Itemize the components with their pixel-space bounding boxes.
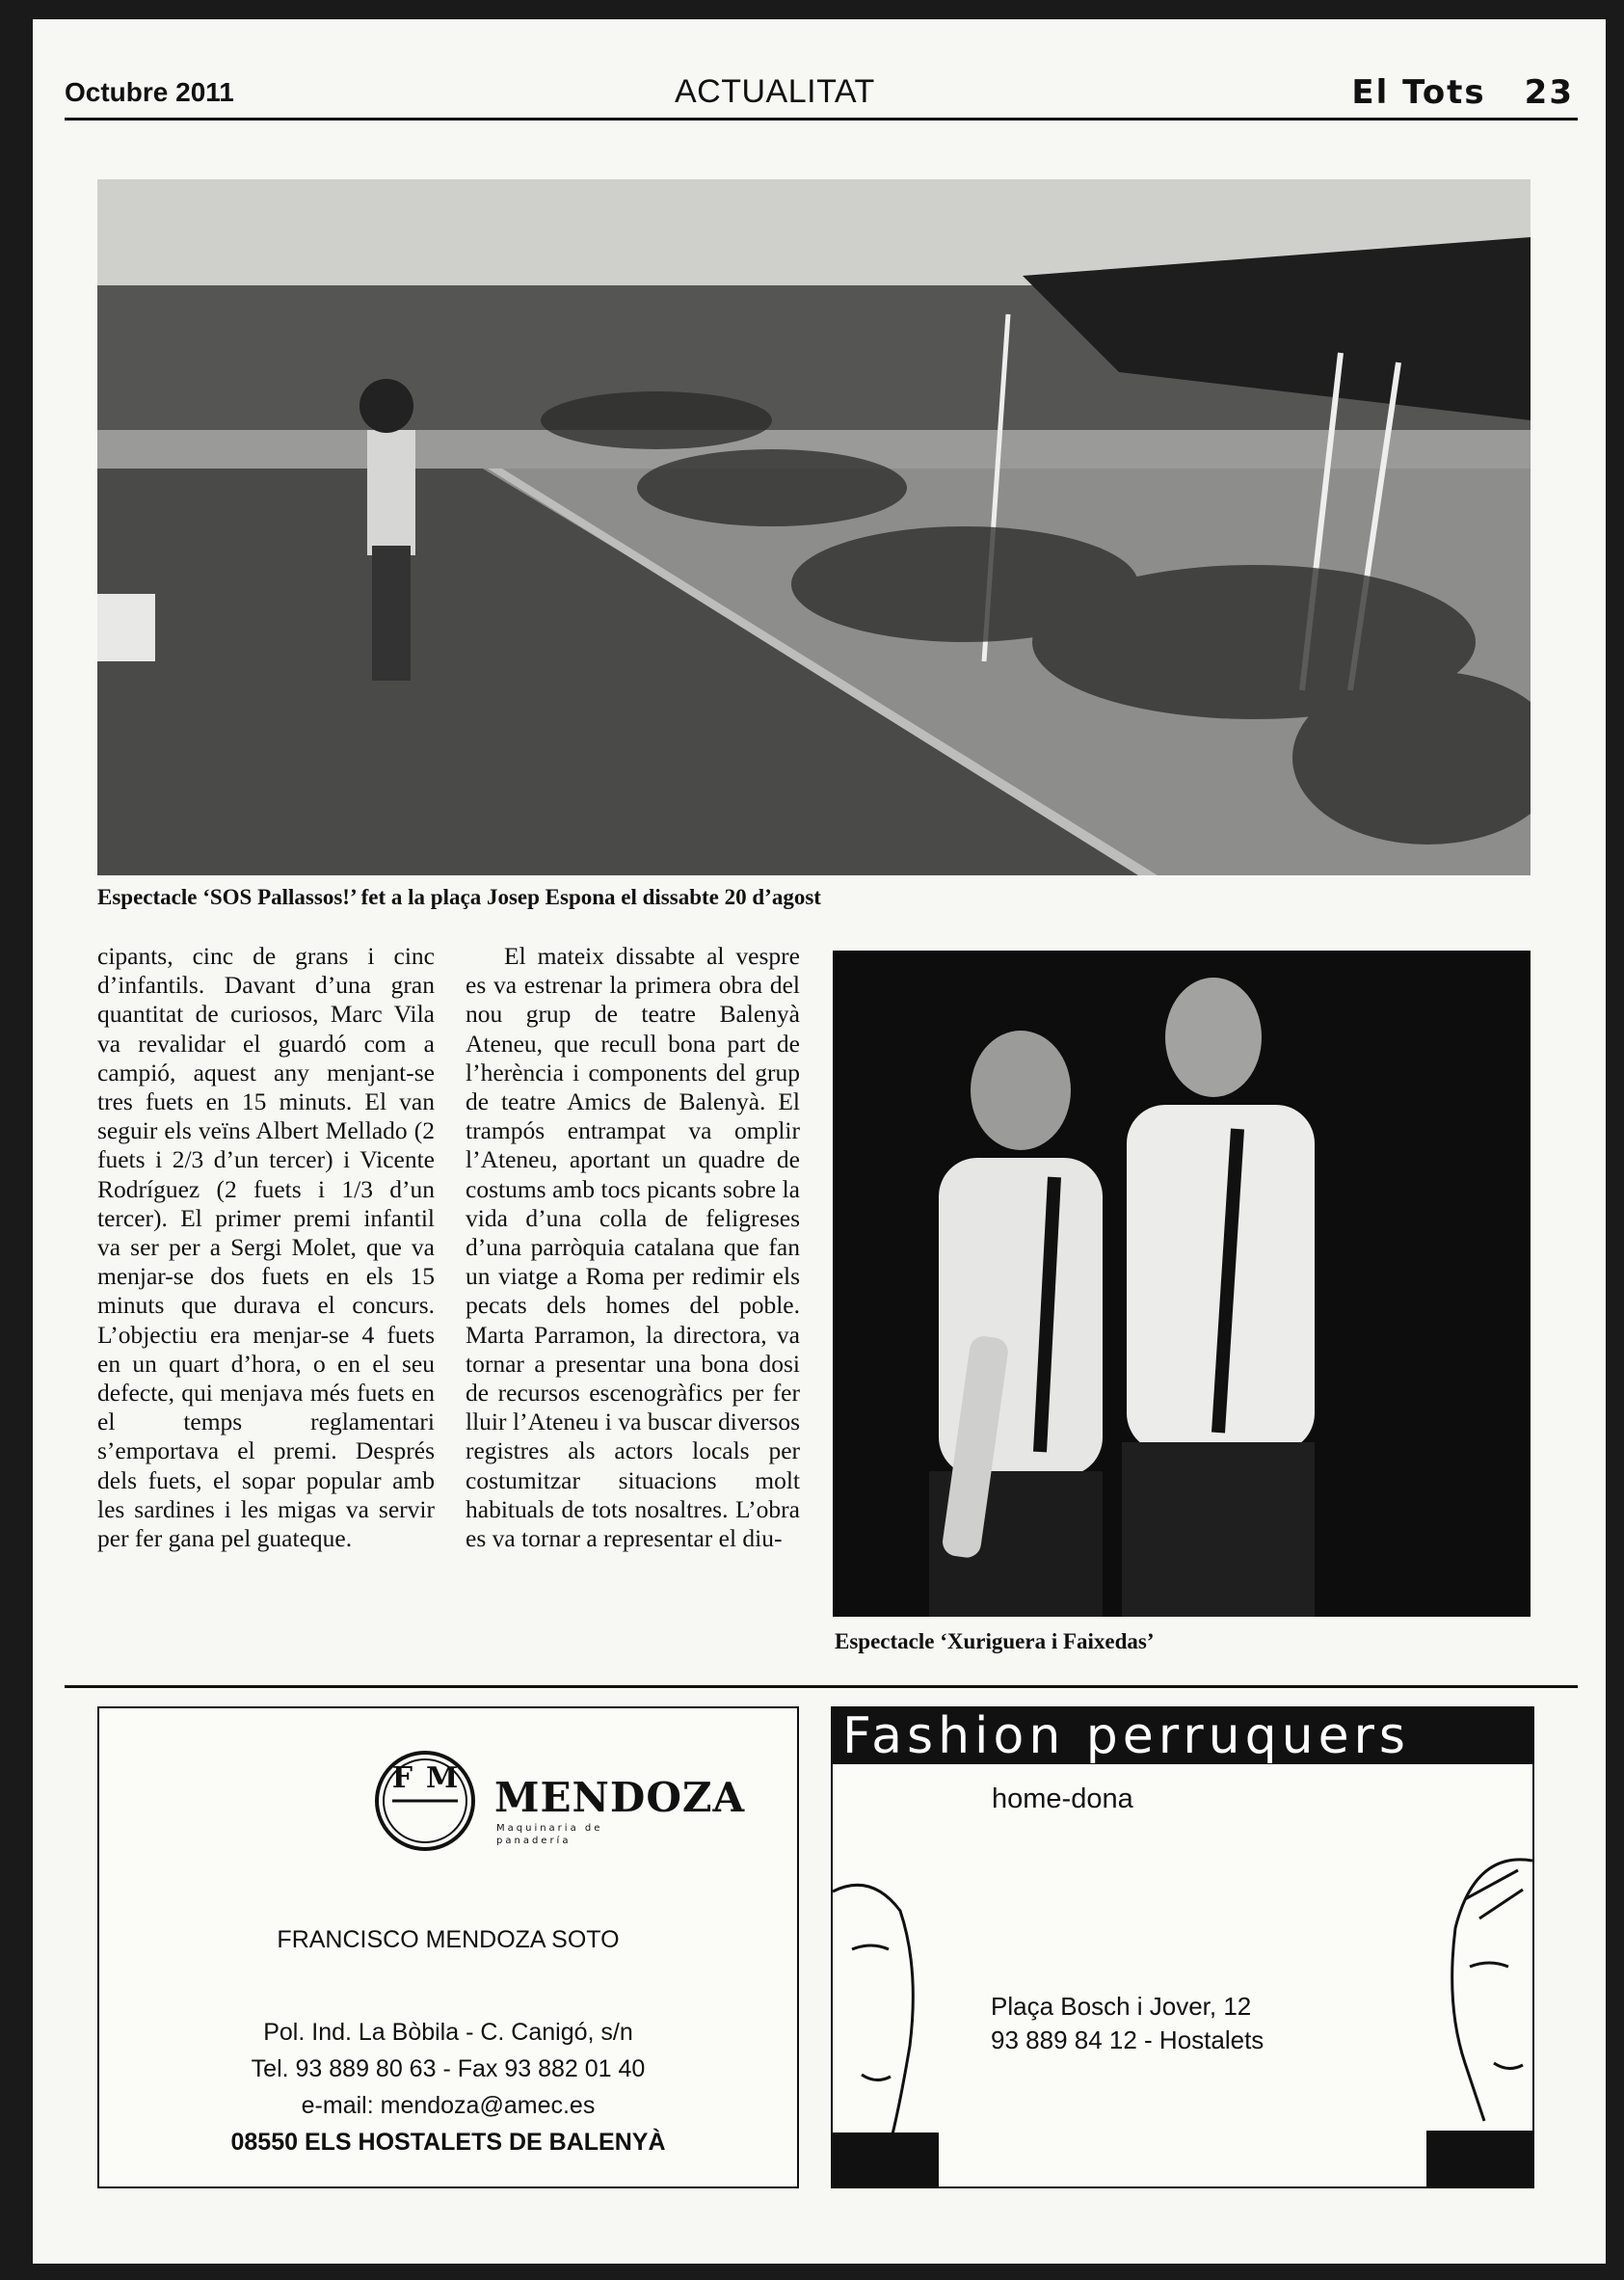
theatre-photo-caption: Espectacle ‘Xuriguera i Faixedas’ [835, 1629, 1155, 1653]
mendoza-email: e-mail: mendoza@amec.es [301, 2092, 596, 2119]
issue-date: Octubre 2011 [65, 77, 234, 107]
face-right-illustration-icon [1426, 1841, 1532, 2186]
header-rule [65, 118, 1578, 121]
publication-name: El Tots [1351, 73, 1486, 112]
fashion-phone: 93 889 84 12 - Hostalets [991, 2025, 1265, 2054]
theatre-photo [833, 951, 1531, 1617]
fashion-perruquers-advertisement [831, 1706, 1534, 2188]
mendoza-address: Pol. Ind. La Bòbila - C. Canigó, s/n [263, 2019, 633, 2046]
article-paragraph: cipants, cinc de grans i cinc d’infantils. Davant d’una gran quantitat de curiosos, Marc Vila va revalidar el guardó com a campió, aquest any menjant-se tres fuets en 15 minuts. El van seguir els veïns Albert Mellado (2 fuets i 2/3 d’un tercer) i Vicente Rodríguez (2 fuets i 1/3 d’un tercer). El primer premi infantil va ser per a Sergi Molet, que va menjar-se dos fuets en els 15 minuts que durava el concurs. L’objectiu era menjar-se 4 fuets en un quart d’hora, o en el seu defecte, qui menjava més fuets en el temps reglamentari s’emportava el premi. Després dels fuets, el sopar popular amb les sardines i les migas va servir per fer gana pel guateque. [97, 942, 435, 1553]
mendoza-owner: FRANCISCO MENDOZA SOTO [277, 1926, 620, 1953]
fashion-title: Fashion perruquers [842, 1707, 1411, 1765]
article-column-2 [466, 942, 800, 1553]
mendoza-brand-subtitle: Maquinaria de panadería [496, 1823, 603, 1846]
ads-separator-rule [65, 1685, 1578, 1688]
main-photo [97, 179, 1531, 875]
fashion-contact [991, 1990, 1264, 2057]
fashion-subtitle: home-dona [992, 1784, 1133, 1814]
fashion-address: Plaça Bosch i Jover, 12 [991, 1992, 1252, 2021]
section-title: ACTUALITAT [675, 73, 875, 110]
mendoza-logo-letters: FM [391, 1761, 472, 1795]
face-left-illustration-icon [833, 1853, 939, 2186]
mendoza-advertisement [97, 1706, 799, 2188]
main-photo-caption: Espectacle ‘SOS Pallassos!’ fet a la plaça Josep Espona el dissabte 20 d’agost [97, 885, 821, 909]
mendoza-town: 08550 ELS HOSTALETS DE BALENYÀ [230, 2129, 666, 2156]
article-paragraph: El mateix dissabte al vespre es va estrenar la primera obra del nou grup de teatre Balenyà Ateneu, que recull bona part de l’herència i components del grup de teatre Amics de Balenyà. El trampós entrampat va omplir l’Ateneu, aportant un quadre de costums amb tocs picants sobre la vida d’una colla de feligreses d’una parròquia catalana que fan un viatge a Roma per redimir els pecats dels homes del poble. Marta Parramon, la directora, va tornar a presentar una bona dosi de recursos escenogràfics per fer lluir l’Ateneu i va buscar diversos registres als actors locals per costumitzar situacions molt habituals de tots nosaltres. L’obra es va tornar a representar el diu- [466, 942, 800, 1553]
mendoza-phone: Tel. 93 889 80 63 - Fax 93 882 01 40 [251, 2055, 646, 2082]
article-column-1 [97, 942, 435, 1553]
publication-header [1351, 73, 1574, 112]
mendoza-brand: MENDOZA [494, 1774, 746, 1821]
page-number: 23 [1524, 73, 1574, 112]
